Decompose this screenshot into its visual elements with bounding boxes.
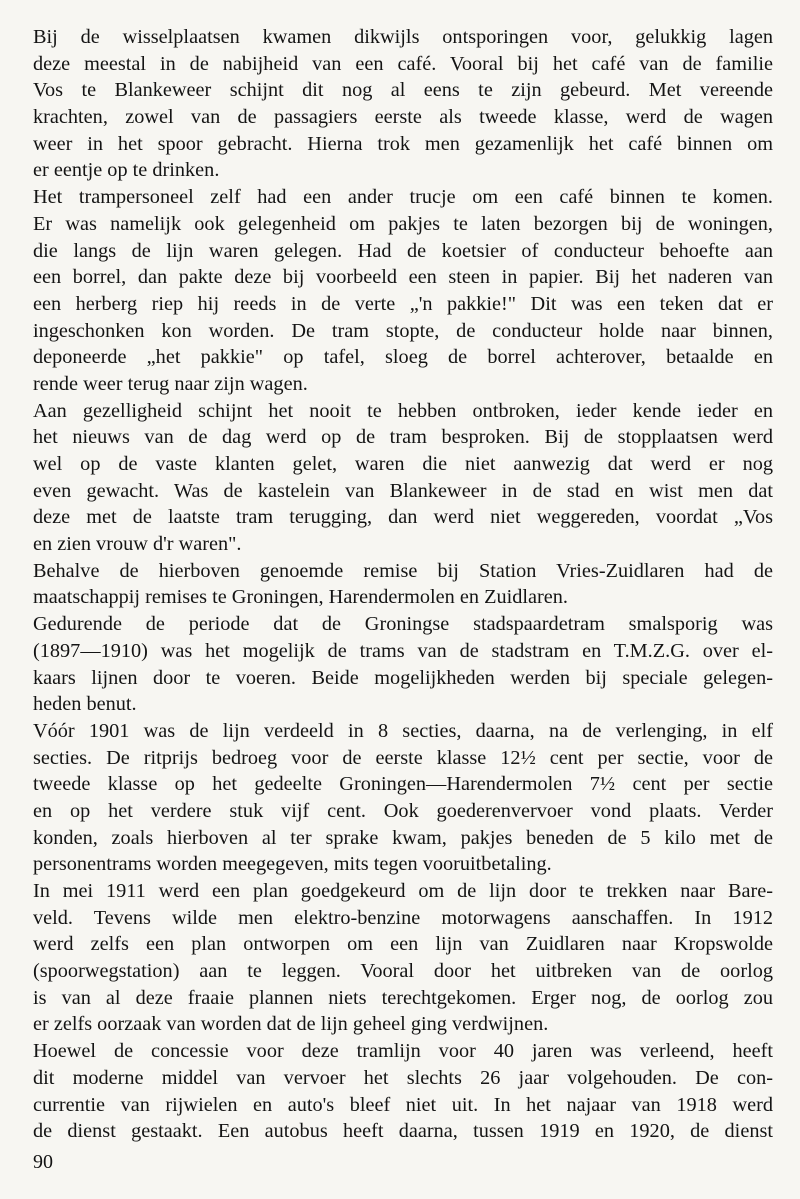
text-line: een herberg riep hij reeds in de verte „'n pakkie!" Dit was een teken dat er	[33, 292, 773, 315]
page-number: 90	[33, 1151, 53, 1173]
text-line: werd zelfs een plan ontworpen om een lijn van Zuidlaren naar Kropswolde	[33, 933, 773, 956]
text-line: weer in het spoor gebracht. Hierna trok men gezamenlijk het café binnen om	[33, 132, 773, 155]
text-line: tweede klasse op het gedeelte Groningen—Harendermolen 7½ cent per sectie	[33, 773, 773, 796]
text-line: Bij de wisselplaatsen kwamen dikwijls ontsporingen voor, gelukkig lagen	[33, 26, 773, 48]
text-line: het nieuws van de dag werd op de tram besproken. Bij de stopplaatsen werd	[33, 426, 773, 449]
text-line: en zien vrouw d'r waren".	[33, 533, 242, 556]
text-line: secties. De ritprijs bedroeg voor de eerste klasse 12½ cent per sectie, voor de	[33, 746, 773, 769]
text-line: heden benut.	[33, 693, 137, 716]
text-line: ingeschonken kon worden. De tram stopte, de conducteur holde naar binnen,	[33, 319, 773, 342]
text-line: Aan gezelligheid schijnt het nooit te hebben ontbroken, ieder kende ieder en	[33, 399, 773, 422]
text-line: de dienst gestaakt. Een autobus heeft daarna, tussen 1919 en 1920, de dienst	[33, 1120, 773, 1143]
text-line: Het trampersoneel zelf had een ander trucje om een café binnen te komen.	[33, 186, 773, 209]
text-line: deze meestal in de nabijheid van een café. Vooral bij het café van de familie	[33, 52, 773, 75]
text-line: maatschappij remises te Groningen, Harendermolen en Zuidlaren.	[33, 586, 569, 609]
text-line: er zelfs oorzaak van worden dat de lijn geheel ging verdwijnen.	[33, 1013, 549, 1036]
text-line: Hoewel de concessie voor deze tramlijn voor 40 jaren was verleend, heeft	[33, 1040, 773, 1063]
text-line: Vóór 1901 was de lijn verdeeld in 8 secties, daarna, na de verlenging, in elf	[33, 719, 773, 742]
page-body-text	[33, 24, 773, 1145]
text-line: even gewacht. Was de kastelein van Blankeweer in de stad en wist men dat	[33, 479, 773, 502]
text-line: (1897—1910) was het mogelijk de trams van de stadstram en T.M.Z.G. over el-	[33, 639, 773, 662]
text-line: deze met de laatste tram terugging, dan werd niet weggereden, voordat „Vos	[33, 506, 773, 529]
text-line: Gedurende de periode dat de Groningse stadspaardetram smalsporig was	[33, 613, 773, 636]
text-line: Behalve de hierboven genoemde remise bij Station Vries-Zuidlaren had de	[33, 559, 773, 582]
text-line: personentrams worden meegegeven, mits tegen vooruitbetaling.	[33, 853, 552, 876]
text-line: Er was namelijk ook gelegenheid om pakjes te laten bezorgen bij de woningen,	[33, 212, 773, 235]
text-line: wel op de vaste klanten gelet, waren die niet aanwezig dat werd er nog	[33, 453, 773, 475]
text-line: In mei 1911 werd een plan goedgekeurd om de lijn door te trekken naar Bare-	[33, 880, 773, 902]
text-line: deponeerde „het pakkie" op tafel, sloeg de borrel achterover, betaalde en	[33, 346, 773, 369]
text-line: een borrel, dan pakte deze bij voorbeeld een steen in papier. Bij het naderen van	[33, 266, 773, 289]
text-line: kaars lijnen door te voeren. Beide mogelijkheden werden bij speciale gelegen-	[33, 666, 773, 689]
text-line: rende weer terug naar zijn wagen.	[33, 372, 308, 395]
text-line: er eentje op te drinken.	[33, 159, 220, 182]
text-line: is van al deze fraaie plannen niets terechtgekomen. Erger nog, de oorlog zou	[33, 986, 773, 1009]
text-line: dit moderne middel van vervoer het slechts 26 jaar volgehouden. De con-	[33, 1066, 773, 1089]
text-line: Vos te Blankeweer schijnt dit nog al eens te zijn gebeurd. Met vereende	[33, 79, 773, 102]
text-line: krachten, zowel van de passagiers eerste als tweede klasse, werd de wagen	[33, 106, 773, 129]
text-line: konden, zoals hierboven al ter sprake kwam, pakjes beneden de 5 kilo met de	[33, 826, 773, 849]
text-line: currentie van rijwielen en auto's bleef niet uit. In het najaar van 1918 werd	[33, 1093, 773, 1116]
text-line: (spoorwegstation) aan te leggen. Vooral door het uitbreken van de oorlog	[33, 960, 773, 983]
text-line: die langs de lijn waren gelegen. Had de koetsier of conducteur behoefte aan	[33, 239, 773, 262]
text-line: veld. Tevens wilde men elektro-benzine motorwagens aanschaffen. In 1912	[33, 906, 773, 929]
text-line: en op het verdere stuk vijf cent. Ook goederenvervoer vond plaats. Verder	[33, 799, 773, 822]
